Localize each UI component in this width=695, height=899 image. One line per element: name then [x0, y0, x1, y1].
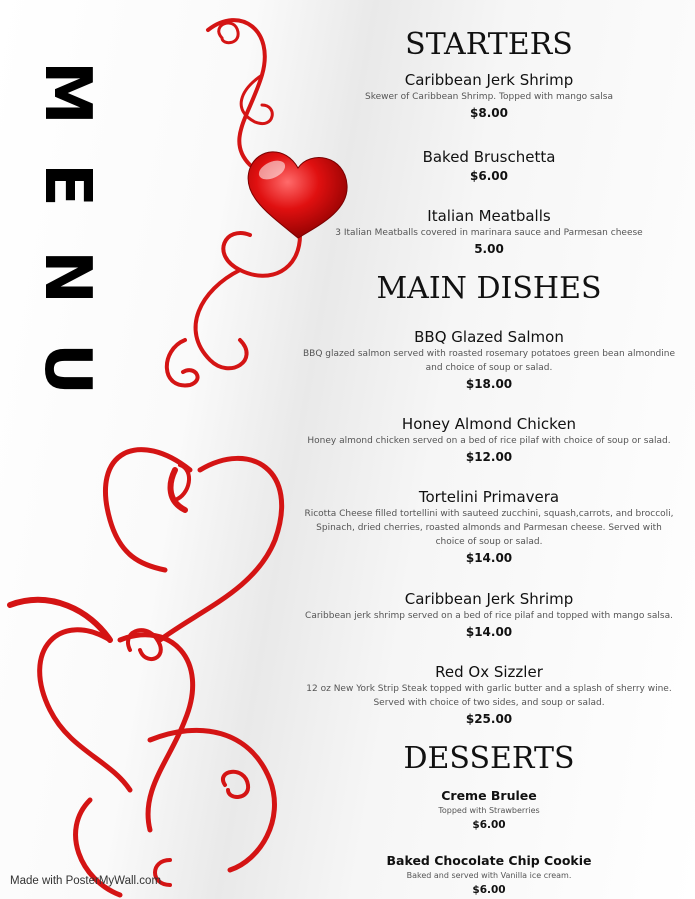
item-name: Baked Chocolate Chip Cookie	[386, 853, 592, 868]
item-price: $8.00	[470, 106, 508, 120]
menu-title-letter: U	[30, 343, 104, 395]
item-name: Red Ox Sizzler	[435, 663, 543, 681]
menu-item	[300, 327, 678, 393]
item-description: Honey almond chicken served on a bed of rice pilaf with choice of soup or salad.	[307, 436, 671, 446]
item-price: 5.00	[474, 242, 504, 256]
section-title-desserts: DESSERTS	[403, 741, 575, 776]
menu-item	[300, 206, 678, 258]
menu-item	[300, 487, 678, 567]
item-name: BBQ Glazed Salmon	[414, 328, 564, 346]
menu-item	[300, 70, 678, 122]
item-price: $6.00	[472, 884, 506, 896]
item-name: Italian Meatballs	[427, 207, 551, 225]
item-description: Caribbean jerk shrimp served on a bed of rice pilaf and topped with mango salsa.	[305, 611, 673, 621]
menu-title-letter: N	[30, 250, 104, 304]
menu-title-letter: E	[30, 163, 104, 207]
item-price: $6.00	[472, 819, 506, 831]
item-description: 3 Italian Meatballs covered in marinara sauce and Parmesan cheese	[335, 228, 643, 238]
item-name: Caribbean Jerk Shrimp	[404, 590, 574, 608]
item-description: Skewer of Caribbean Shrimp. Topped with mango salsa	[365, 92, 613, 102]
section-title-main-dishes: MAIN DISHES	[376, 271, 602, 306]
item-price: $18.00	[465, 377, 513, 391]
menu-item	[300, 147, 678, 185]
item-description: 12 oz New York Strip Steak topped with garlic butter and a splash of sherry wine. Served with choice of two sides, and soup or salad.	[306, 684, 672, 708]
item-name: Creme Brulee	[441, 788, 537, 803]
item-description: Baked and served with Vanilla ice cream.	[406, 871, 572, 880]
item-price: $25.00	[465, 712, 513, 726]
item-price: $14.00	[465, 551, 513, 565]
menu-title-letter: M	[30, 61, 104, 125]
item-name: Honey Almond Chicken	[401, 415, 577, 433]
item-description: BBQ glazed salmon served with roasted rosemary potatoes green bean almondine and choice of soup or salad.	[303, 349, 675, 373]
menu-item	[300, 662, 678, 728]
menu-item	[300, 787, 678, 833]
menu-item	[300, 852, 678, 898]
item-name: Tortelini Primavera	[418, 488, 560, 506]
menu-item	[300, 414, 678, 466]
item-description: Topped with Strawberries	[438, 806, 540, 815]
menu-item	[300, 589, 678, 641]
section-title-starters: STARTERS	[405, 27, 573, 62]
item-price: $12.00	[465, 450, 513, 464]
item-name: Caribbean Jerk Shrimp	[404, 71, 574, 89]
credit-watermark: Made with PosterMyWall.com	[10, 875, 162, 887]
item-description: Ricotta Cheese filled tortellini with sauteed zucchini, squash,carrots, and broccoli, Spinach, dried cherries, roasted almonds and Parmesan cheese. Served with choice of soup or salad.	[304, 509, 674, 547]
menu-title	[32, 58, 102, 426]
item-name: Baked Bruschetta	[422, 148, 556, 166]
item-price: $6.00	[470, 169, 508, 183]
item-price: $14.00	[465, 625, 513, 639]
